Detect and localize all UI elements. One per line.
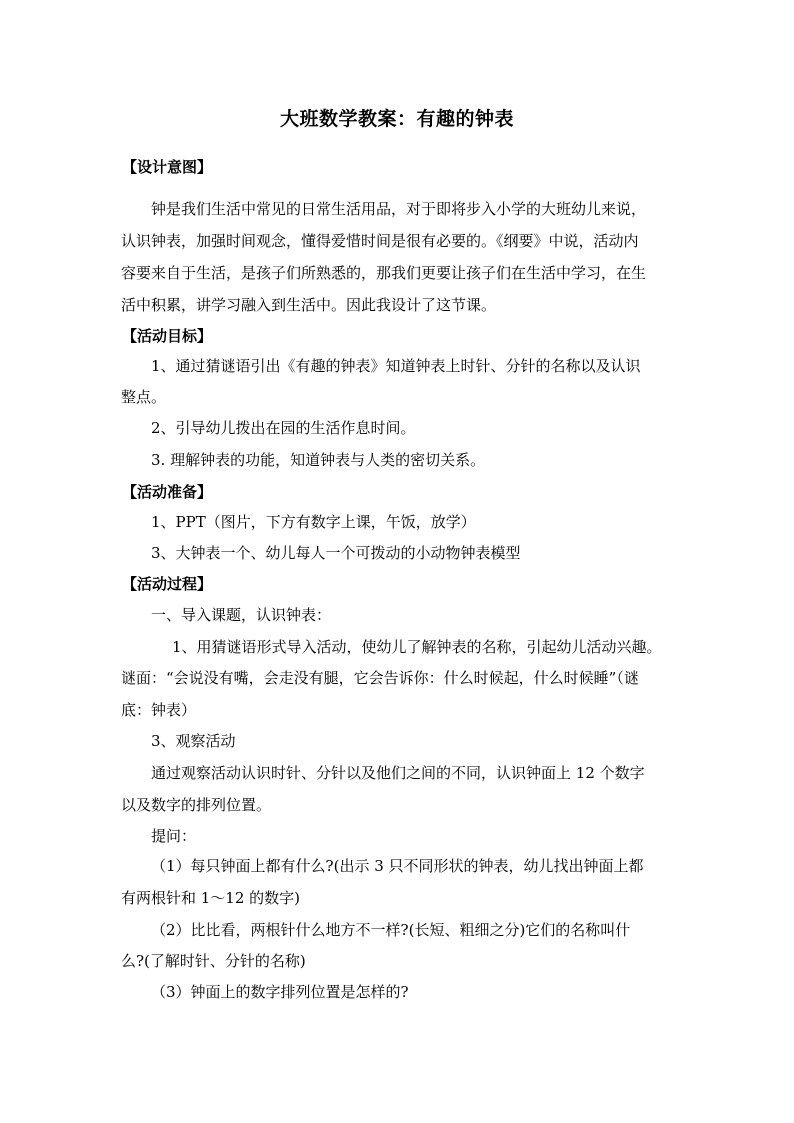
- process-item: 提问：: [151, 827, 197, 845]
- goal-item: 1、通过猜谜语引出《有趣的钟表》知道钟表上时针、分针的名称以及认识: [151, 357, 641, 375]
- section-heading-process: 【活动过程】: [122, 575, 213, 593]
- process-item: 1、用猜谜语形式导入活动，使幼儿了解钟表的名称，引起幼儿活动兴趣。: [172, 638, 662, 656]
- process-item: 底：钟表）: [121, 701, 197, 719]
- process-item: 通过观察活动认识时针、分针以及他们之间的不同，认识钟面上 12 个数字: [151, 764, 645, 782]
- question-item: （3）钟面上的数字排列位置是怎样的?: [151, 983, 409, 1001]
- section-heading-goals: 【活动目标】: [122, 327, 213, 345]
- goal-item: 3. 理解钟表的功能，知道钟表与人类的密切关系。: [151, 451, 486, 469]
- preparation-item: 3、大钟表一个、幼儿每人一个可拨动的小动物钟表模型: [151, 544, 521, 562]
- paragraph-line: 活中积累，讲学习融入到生活中。因此我设计了这节课。: [121, 296, 497, 314]
- paragraph-line: 认识钟表，加强时间观念，懂得爱惜时间是很有必要的。《纲要》中说，活动内: [121, 232, 639, 250]
- preparation-item: 1、PPT（图片，下方有数字上课，午饭，放学）: [151, 513, 476, 531]
- goal-item: 2、引导幼儿拨出在园的生活作息时间。: [151, 419, 416, 437]
- section-heading-preparation: 【活动准备】: [122, 483, 213, 501]
- document-title: 大班数学教案：有趣的钟表: [279, 108, 514, 130]
- process-item: 以及数字的排列位置。: [121, 796, 272, 814]
- process-item: 一、导入课题，认识钟表：: [151, 606, 332, 624]
- question-item: 有两根针和 1～12 的数字): [121, 889, 301, 907]
- section-heading-design-intent: 【设计意图】: [122, 158, 213, 176]
- goal-item: 整点。: [121, 388, 167, 406]
- question-item: （2）比比看，两根针什么地方不一样?(长短、粗细之分)它们的名称叫什: [151, 921, 631, 939]
- paragraph-line: 容要来自于生活，是孩子们所熟悉的，那我们更要让孩子们在生活中学习，在生: [121, 264, 647, 282]
- paragraph-line: 钟是我们生活中常见的日常生活用品，对于即将步入小学的大班幼儿来说，: [151, 200, 647, 218]
- process-item: 3、观察活动: [151, 732, 236, 750]
- process-item: 谜面：“会说没有嘴，会走没有腿，它会告诉你：什么时候起，什么时候睡”（谜: [121, 669, 639, 687]
- question-item: （1）每只钟面上都有什么?(出示 3 只不同形状的钟表，幼儿找出钟面上都: [151, 857, 644, 875]
- question-item: 么?(了解时针、分针的名称): [121, 952, 306, 970]
